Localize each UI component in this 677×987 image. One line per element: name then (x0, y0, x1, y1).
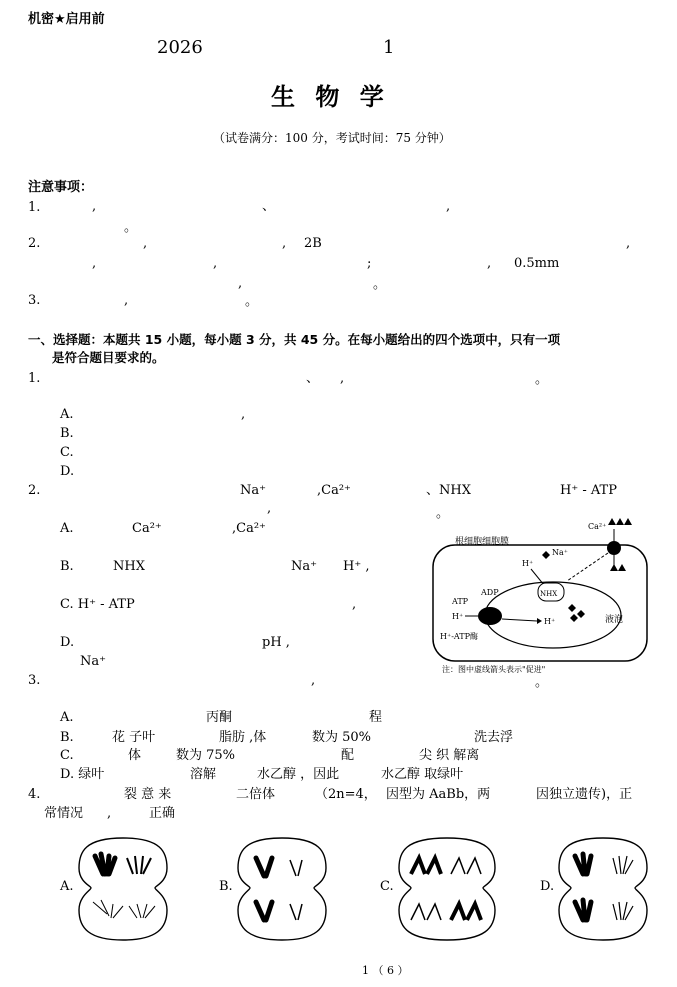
root-cell-diagram (425, 515, 657, 675)
note-frag: , (446, 199, 451, 214)
note-frag: , (487, 256, 492, 271)
note-frag: 0.5mm (514, 256, 560, 271)
q1-frag: 。 (535, 372, 549, 387)
exam-subtitle: （试卷满分：100 分，考试时间：75 分钟） (213, 131, 451, 145)
q4-frag: 裂 意 来 (124, 787, 172, 802)
cell-diagram-c (397, 834, 497, 944)
q4-frag: , (107, 806, 112, 821)
q3-frag: 。 (535, 675, 549, 690)
option-b[interactable]: B. (60, 426, 74, 441)
note-frag: 。 (245, 294, 259, 309)
q3-a-frag: 丙酮 (206, 710, 233, 725)
q2-a-frag: Ca²⁺ (132, 521, 162, 536)
option-a[interactable]: A. (60, 407, 74, 422)
q3-d-frag: 水乙醇 取绿叶 (381, 767, 464, 782)
option-a[interactable]: A. (60, 521, 74, 536)
q3-d-frag: 水乙醇 ，因此 (257, 767, 340, 782)
h-plus-in-label: H⁺ (544, 617, 556, 626)
q3-c-frag: 数为 75% (176, 748, 236, 763)
cell-diagram-a (77, 834, 169, 944)
cell-diagram-d (557, 834, 649, 944)
note-frag: 2B (304, 236, 322, 251)
nhx-label: NHX (540, 590, 558, 598)
adp-label: ADP (481, 588, 499, 597)
note-frag: 。 (124, 220, 138, 235)
q4-frag: 常情况 (44, 806, 84, 821)
q2-a-frag: ,Ca²⁺ (232, 521, 266, 536)
q1-a-frag: , (241, 407, 246, 422)
note-frag: ; (367, 256, 372, 271)
option-d[interactable]: D. (60, 464, 75, 479)
exam-number: 1 (383, 37, 395, 58)
atpase-label: H⁺-ATP酶 (440, 632, 478, 641)
q3-b-frag: 数为 50% (312, 730, 372, 745)
notes-heading: 注意事项： (28, 180, 94, 195)
q2-frag: H⁺ - ATP (560, 483, 617, 498)
q2-b-frag: NHX (113, 559, 145, 574)
option-c[interactable]: C. H⁺ - ATP (60, 597, 135, 612)
option-d[interactable]: D. (60, 635, 75, 650)
note-frag: 。 (373, 277, 387, 292)
option-d[interactable]: D. 绿叶 (60, 767, 105, 782)
option-a[interactable]: A. (60, 879, 74, 894)
option-c[interactable]: C. (60, 445, 74, 460)
exam-year: 2026 (157, 37, 203, 58)
q2-b-frag: Na⁺ (291, 559, 317, 574)
q3-c-frag: 配 (341, 748, 355, 763)
q2-b-frag: H⁺ , (343, 559, 370, 574)
membrane-label: 根细胞细胞膜 (455, 537, 510, 547)
question-number: 2. (28, 483, 41, 498)
q2-frag: Na⁺ (240, 483, 266, 498)
option-b[interactable]: B. (60, 559, 74, 574)
option-c[interactable]: C. (380, 879, 394, 894)
diagram-note: 注：图中虚线箭头表示"促进" (442, 665, 546, 674)
q2-d-frag: pH , (262, 635, 290, 650)
q3-c-frag: 体 (128, 748, 142, 763)
cell-diagram-b (236, 834, 328, 944)
note-number: 2. (28, 236, 41, 251)
q1-frag: , (340, 371, 345, 386)
section-title: 一、选择题：本题共 15 小题，每小题 3 分，共 45 分。在每小题给出的四个选项中，只有一项 (28, 332, 561, 347)
note-frag: , (92, 199, 97, 214)
q2-frag: 。 (436, 506, 450, 521)
q4-frag: 因独立遗传)，正 (536, 787, 633, 802)
q2-frag: 、NHX (426, 483, 471, 498)
note-frag: , (626, 236, 631, 251)
q3-c-frag: 尖 织 解离 (419, 748, 480, 763)
q3-b-frag: 花 子叶 (112, 730, 156, 745)
note-number: 1. (28, 200, 41, 215)
vacuole-label: 液泡 (605, 615, 624, 625)
q4-frag: 正确 (149, 806, 176, 821)
na-label: Na⁺ (552, 548, 568, 557)
note-frag: , (238, 276, 243, 291)
note-frag: , (282, 236, 287, 251)
q2-d-frag: Na⁺ (80, 654, 106, 669)
ca-label: Ca²⁺ (588, 522, 607, 531)
option-a[interactable]: A. (60, 710, 74, 725)
question-number: 3. (28, 673, 41, 688)
q2-c-frag: , (352, 597, 357, 612)
h-plus-label: H⁺ (522, 559, 534, 568)
note-frag: , (92, 256, 97, 271)
q2-frag: , (267, 501, 272, 516)
q3-a-frag: 程 (369, 710, 383, 725)
q4-frag: 因型为 AaBb，两 (386, 787, 491, 802)
q3-b-frag: 脂肪 ,体 (219, 730, 267, 745)
note-frag: , (143, 236, 148, 251)
note-number: 3. (28, 293, 41, 308)
option-c[interactable]: C. (60, 748, 74, 763)
option-b[interactable]: B. (60, 730, 74, 745)
page-footer: 1 （ 6 ） (362, 964, 409, 977)
note-frag: 、 (262, 199, 276, 214)
question-number: 4. (28, 787, 41, 802)
confidential-mark: 机密★启用前 (28, 12, 105, 27)
option-d[interactable]: D. (540, 879, 555, 894)
q4-frag: （2n=4， (315, 787, 377, 802)
q3-d-frag: 溶解 (190, 767, 217, 782)
q3-frag: , (311, 673, 316, 688)
q2-frag: ,Ca²⁺ (317, 483, 351, 498)
page-title: 生 物 学 (271, 83, 390, 111)
h-plus-out-label: H⁺ (452, 612, 464, 621)
q1-frag: 、 (306, 371, 320, 386)
q4-frag: 二倍体 (236, 787, 276, 802)
option-b[interactable]: B. (219, 879, 233, 894)
question-number: 1. (28, 371, 41, 386)
atp-label: ATP (452, 597, 469, 606)
note-frag: , (213, 256, 218, 271)
note-frag: , (124, 293, 129, 308)
q3-b-frag: 洗去浮 (474, 730, 514, 745)
section-title-cont: 是符合题目要求的。 (52, 350, 165, 365)
